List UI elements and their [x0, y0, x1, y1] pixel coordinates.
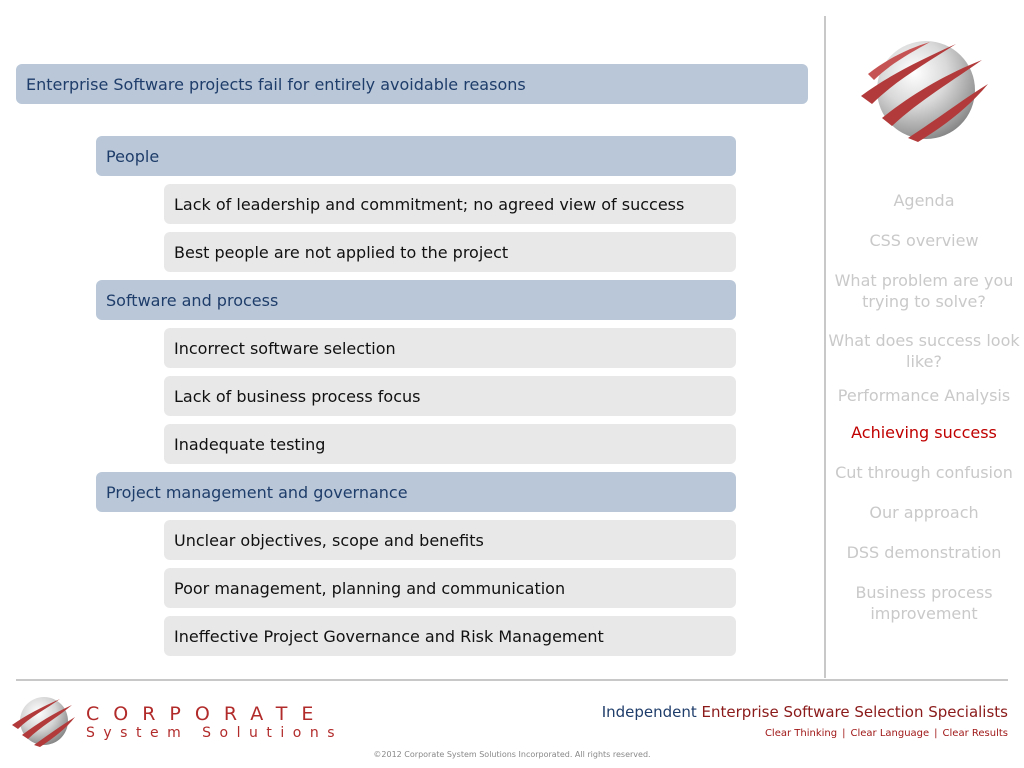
list-item	[164, 328, 736, 368]
list-item-text: Inadequate testing	[174, 434, 326, 454]
nav-item-what-success[interactable]: What does success look like?	[828, 331, 1020, 371]
list-item	[164, 568, 736, 608]
clear-language: Clear Language	[850, 728, 930, 739]
list-item	[164, 616, 736, 656]
horizontal-divider	[16, 679, 1008, 681]
tagline	[602, 703, 1008, 721]
nav-item-what-problem[interactable]: What problem are you trying to solve?	[834, 271, 1014, 311]
slide-title	[16, 64, 808, 104]
category-software-and-process	[96, 280, 736, 320]
list-item	[164, 232, 736, 272]
small-globe-logo-icon	[10, 695, 76, 747]
company-subtitle: System Solutions	[86, 725, 343, 741]
nav-item-cut-through-confusion[interactable]: Cut through confusion	[835, 463, 1013, 482]
list-item-text: Best people are not applied to the project	[174, 242, 509, 262]
category-label: People	[106, 146, 160, 166]
globe-logo-icon	[858, 38, 990, 144]
tagline-part1: Independent	[601, 703, 697, 721]
nav-item-performance-analysis[interactable]: Performance Analysis	[837, 386, 1011, 405]
category-project-management	[96, 472, 736, 512]
nav-item-our-approach[interactable]: Our approach	[869, 503, 979, 522]
list-item-text: Unclear objectives, scope and benefits	[174, 530, 484, 550]
clear-tagline	[765, 728, 1008, 739]
list-item-text: Lack of leadership and commitment; no agreed view of success	[174, 194, 685, 214]
list-item	[164, 424, 736, 464]
list-item-text: Lack of business process focus	[174, 386, 421, 406]
category-label: Software and process	[106, 290, 279, 310]
separator: |	[842, 728, 846, 739]
slide-title-text: Enterprise Software projects fail for entirely avoidable reasons	[26, 74, 526, 94]
nav-item-business-process[interactable]: Business process improvement	[855, 583, 993, 623]
list-item	[164, 376, 736, 416]
list-item	[164, 184, 736, 224]
tagline-part2: Enterprise Software Selection Specialists	[701, 703, 1008, 721]
separator: |	[934, 728, 938, 739]
company-name: CORPORATE	[86, 703, 328, 725]
list-item	[164, 520, 736, 560]
vertical-divider	[824, 16, 826, 678]
list-item-text: Ineffective Project Governance and Risk Management	[174, 626, 604, 646]
nav-item-css-overview[interactable]: CSS overview	[869, 231, 979, 250]
nav-item-dss-demonstration[interactable]: DSS demonstration	[846, 543, 1002, 562]
list-item-text: Poor management, planning and communication	[174, 578, 566, 598]
nav-item-achieving-success[interactable]: Achieving success	[851, 423, 997, 442]
category-people	[96, 136, 736, 176]
clear-thinking: Clear Thinking	[764, 728, 838, 739]
clear-results: Clear Results	[942, 728, 1008, 739]
category-label: Project management and governance	[106, 482, 408, 502]
copyright: ©2012 Corporate System Solutions Incorporated. All rights reserved.	[373, 750, 651, 759]
list-item-text: Incorrect software selection	[174, 338, 396, 358]
nav-item-agenda[interactable]: Agenda	[893, 191, 955, 210]
